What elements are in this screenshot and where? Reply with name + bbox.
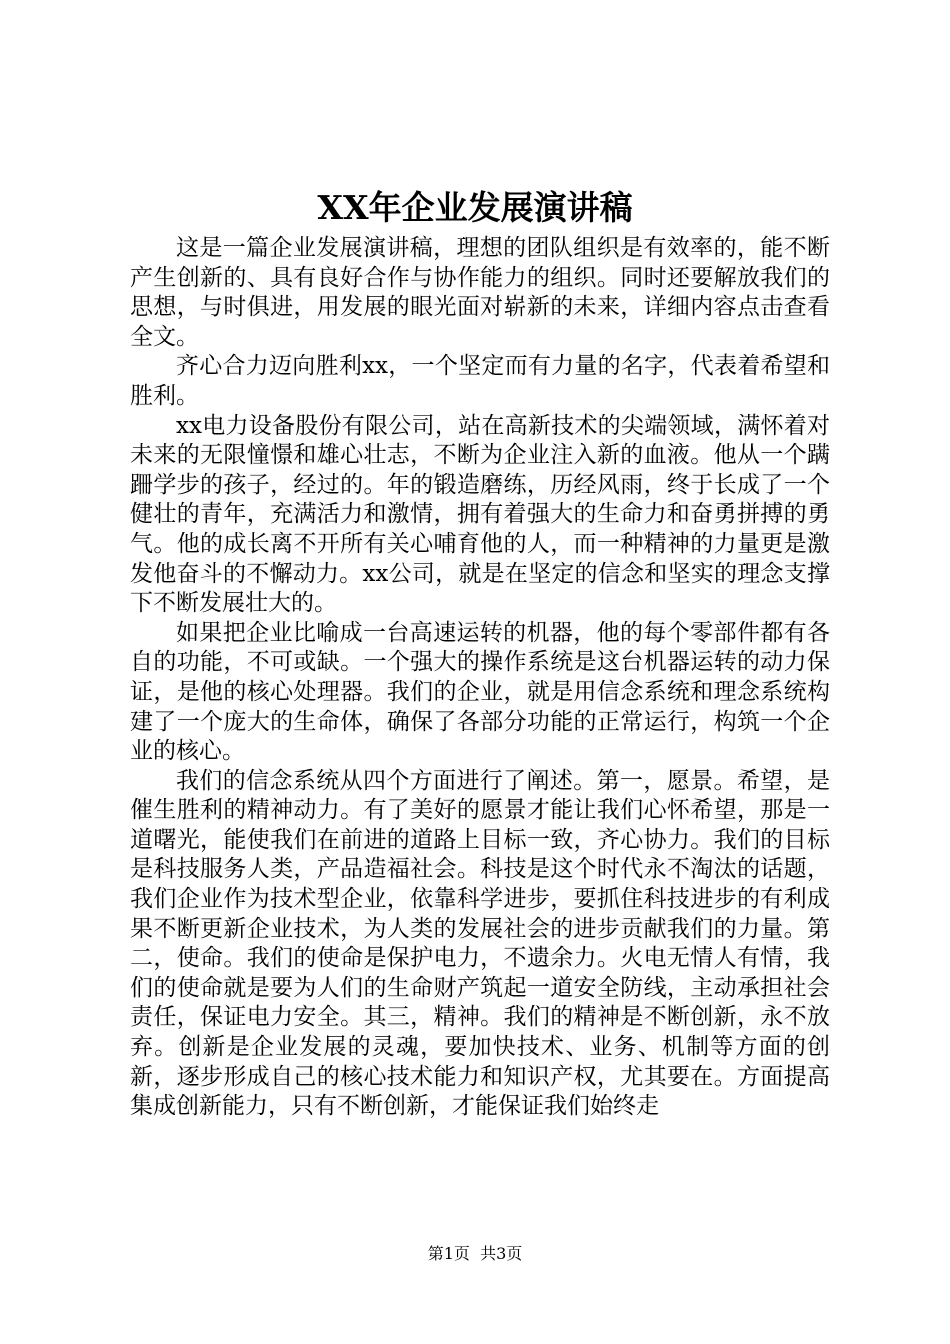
paragraph-slogan: 齐心合力迈向胜利xx，一个坚定而有力量的名字，代表着希望和胜利。 (130, 353, 830, 409)
document-title: XX年企业发展演讲稿 (317, 188, 633, 227)
paragraph-intro: 这是一篇企业发展演讲稿，理想的团队组织是有效率的，能不断产生创新的、具有良好合作与协作能力的组织。同时还要解放我们的思想，与时俱进，用发展的眼光面对崭新的未来，详细内容点击查看全文。 (130, 235, 830, 350)
page-number: 第1页 (427, 1244, 470, 1263)
paragraph-company: xx电力设备股份有限公司，站在高新技术的尖端领域，满怀着对未来的无限憧憬和雄心壮志，不断为企业注入新的血液。他从一个蹒跚学步的孩子，经过的。年的锻造磨练，历经风雨，终于长成了一个健壮的青年，充满活力和激情，拥有着强大的生命力和奋勇拼搏的勇气。他的成长离不开所有关心哺育他的人，而一种精神的力量更是激发他奋斗的不懈动力。xx公司，就是在坚定的信念和坚实的理念支撑下不断发展壮大的。 (130, 412, 830, 617)
page-total: 共3页 (480, 1244, 523, 1263)
page-footer (0, 1243, 950, 1265)
paragraph-machine-metaphor: 如果把企业比喻成一台高速运转的机器，他的每个零部件都有各自的功能，不可或缺。一个强大的操作系统是这台机器运转的动力保证，是他的核心处理器。我们的企业，就是用信念系统和理念系统构建了一个庞大的生命体，确保了各部分功能的正常运行，构筑一个企业的核心。 (130, 619, 830, 765)
document-body (130, 234, 830, 1122)
paragraph-belief-system: 我们的信念系统从四个方面进行了阐述。第一，愿景。希望，是催生胜利的精神动力。有了美好的愿景才能让我们心怀希望，那是一道曙光，能使我们在前进的道路上目标一致，齐心协力。我们的目标是科技服务人类，产品造福社会。科技是这个时代永不淘汰的话题，我们企业作为技术型企业，依靠科学进步，要抓住科技进步的有利成果不断更新企业技术，为人类的发展社会的进步贡献我们的力量。第二，使命。我们的使命是保护电力，不遗余力。火电无情人有情，我们的使命就是要为人们的生命财产筑起一道安全防线，主动承担社会责任，保证电力安全。其三，精神。我们的精神是不断创新，永不放弃。创新是企业发展的灵魂，要加快技术、业务、机制等方面的创新，逐步形成自己的核心技术能力和知识产权，尤其要在。方面提高集成创新能力，只有不断创新，才能保证我们始终走 (130, 767, 830, 1120)
